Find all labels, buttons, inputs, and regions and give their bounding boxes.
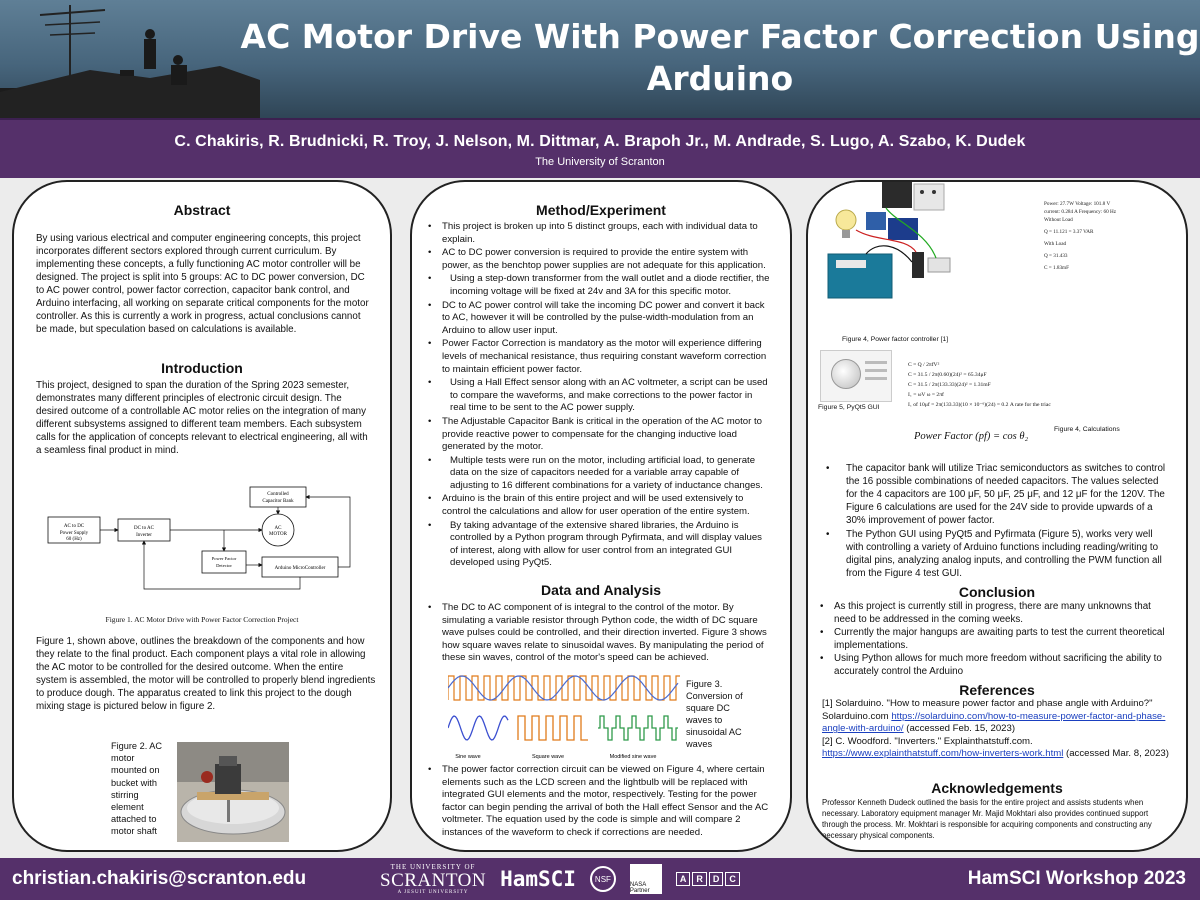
col3-results-list	[822, 462, 1170, 581]
reference-1: [1] Solarduino. "How to measure power factor and phase angle with Arduino?" Solarduino.com https://solarduino.com/how-to-measure-power-factor-and-phase-angle-with-arduino/ (accessed Feb. 15, 2023)	[822, 698, 1166, 735]
figure2-caption: Figure 2. AC motor mounted on bucket with stirring element attached to motor shaft	[111, 741, 163, 837]
figure5-caption: Figure 5, PyQt5 GUI	[818, 404, 880, 411]
nsf-logo: NSF	[590, 866, 616, 892]
authors-list: C. Chakiris, R. Brudnicki, R. Troy, J. Nelson, M. Dittmar, A. Brapoh Jr., M. Andrade, S. Lugo, A. Szabo, K. Dudek	[174, 133, 1026, 150]
svg-text:60 (Hz): 60 (Hz)	[66, 537, 82, 542]
reference-2-link[interactable]: https://www.explainthatstuff.com/how-inverters-work.html	[822, 748, 1064, 760]
figure4-caption: Figure 4, Power factor controller [1]	[842, 336, 949, 343]
workshop-name: HamSCI Workshop 2023	[967, 868, 1186, 889]
column-middle	[410, 180, 792, 852]
sine-wave-label: Sine wave	[455, 754, 481, 760]
modified-sine-wave-sample	[598, 716, 678, 740]
column-right	[806, 180, 1188, 852]
list-item: • Arduino is the brain of this entire project and will be used extensively to control the calculations and allow for user operation of the entire system.	[424, 493, 770, 518]
reference-2: [2] C. Woodford. "Inverters." Explainthatstuff.com. https://www.explainthatstuff.com/how-inverters-work.html (accessed Mar. 8, 2023)	[822, 735, 1169, 760]
list-item: • Using a Hall Effect sensor along with an AC voltmeter, a script can be used to compare the waveforms, and make corrections to the power factor in real time to be sent to the AC power supply.	[424, 377, 770, 415]
figure4-power-factor-circuit	[816, 182, 962, 302]
svg-text:Power Factor: Power Factor	[211, 556, 237, 561]
figure6-caption: Figure 4, Calculations	[1054, 426, 1120, 433]
list-item: • DC to AC power control will take the incoming DC power and convert it back to AC, however it will be controlled by the pulse-width-modulation from an Arduino to allow user input.	[424, 300, 770, 338]
introduction-text: This project, designed to span the duration of the Spring 2023 semester, demonstrates many different principles of electronic circuit design. The desired outcome of a controllable AC motor relies on the integration of many different subsystems assigned to different team members. Each subsystem calls for the application of concepts relevant to electrical engineering, all with a seamless final product in mind.	[36, 380, 368, 456]
references-list	[822, 698, 1170, 761]
list-item: • The power factor correction circuit can be viewed on Figure 4, where certain elements such as the LCD screen and the lightbulb will be replaced with integrated GUI elements and the motor, respectively. Testing for the power factor can begin pending the arrival of both the Hall effect Sensor and the AC voltmeter. The equation used by the code is simple and will compare 2 instances of the waveform to check if corrections are needed.	[424, 764, 772, 840]
power-factor-formula: Power Factor (pf) = cos θ₂	[914, 431, 1029, 442]
svg-text:Inverter: Inverter	[136, 533, 152, 538]
reference-1-link[interactable]: https://solarduino.com/how-to-measure-power-factor-and-phase-angle-with-arduino/	[822, 710, 1166, 735]
hamsci-logo: HamSCI	[500, 867, 576, 891]
block-ac-dc-label: AC to DC	[63, 524, 85, 529]
method-heading: Method/Experiment	[536, 202, 666, 218]
square-wave-sample	[518, 716, 588, 740]
list-item: • Multiple tests were run on the motor, including artificial load, to generate data on the size of capacitors needed for a variable array capable of adjusting to 16 different combinations for a variety of inductance changes.	[424, 455, 770, 493]
nasa-partner-logo: NASA Partner	[630, 864, 662, 894]
introduction-heading: Introduction	[161, 360, 243, 376]
svg-text:Detector: Detector	[216, 563, 232, 568]
ardc-logo: A R D C	[676, 872, 740, 886]
list-item: • AC to DC power conversion is required to provide the entire system with power, as the benchtop power supplies are not adequate for this application.	[424, 247, 770, 272]
university-name: The University of Scranton	[535, 156, 665, 168]
data-list-2	[424, 764, 772, 841]
poster-footer	[0, 858, 1200, 900]
sponsor-logos	[380, 862, 740, 896]
figure2-motor-bucket-photo	[177, 742, 289, 842]
figure3-caption: Figure 3. Conversion of square DC waves to sinusoidal AC waves	[686, 679, 743, 749]
data-heading: Data and Analysis	[540, 582, 662, 598]
abstract-text: By using various electrical and computer engineering concepts, this project incorporates different sectors explored through current curriculum. By implementing these concepts, a fully functioning AC motor controller will be designed. The project is split into 5 groups: AC to DC power conversion, DC to AC power control, power factor correction, capacitor bank control, and Arduino interfacing, all working on separate critical components for the motor controller. As this is currently a work in progress, actual conclusions cannot be made, but speculation based on calculations is available.	[36, 233, 369, 335]
list-item: • The Adjustable Capacitor Bank is critical in the operation of the AC motor to provide reactive power to compensate for the changing inductive load generated by the motor.	[424, 416, 770, 454]
list-item: • Power Factor Correction is mandatory as the motor will experience differing levels of mechanical resistance, thus requiring constant waveform correction to maintain efficient power factor.	[424, 338, 770, 376]
column-left	[12, 180, 392, 852]
abstract-heading: Abstract	[173, 202, 231, 218]
figure1-block-diagram	[40, 485, 380, 603]
list-item: • Currently the major hangups are awaiting parts to test the current theoretical implementations.	[816, 627, 1170, 652]
poster-title: AC Motor Drive With Power Factor Correction Using Arduino	[240, 17, 1200, 98]
figure5-gui-screenshot	[820, 350, 892, 402]
rooftop-silhouette-image	[0, 0, 260, 118]
contact-email[interactable]: christian.chakiris@scranton.edu	[12, 868, 307, 889]
svg-text:MOTOR: MOTOR	[269, 532, 287, 537]
list-item: • The capacitor bank will utilize Triac semiconductors as switches to control the 16 possible combinations of needed capacitors. The values selected for the 4 capacitors are 100 μF, 50 μF, 25 μF, and 12 μF for the 120V. The Figure 6 calculations are used for the 24V side to provide upwards of a 30% improvement of power factor.	[822, 462, 1170, 527]
list-item: • Using a step-down transformer from the wall outlet and a diode rectifier, the incoming voltage will be fixed at 24v and 3A for this specific motor.	[424, 273, 770, 298]
scranton-logo: THE UNIVERSITY OF SCRANTON A JESUIT UNIVERSITY	[380, 862, 487, 895]
svg-text:Capacitor Bank: Capacitor Bank	[262, 499, 294, 504]
figure1-caption: Figure 1. AC Motor Drive with Power Factor Correction Project	[105, 615, 299, 624]
conclusion-list	[816, 601, 1170, 680]
list-item: • The DC to AC component of is integral to the control of the motor. By simulating a variable resistor through Python code, the width of DC square wave pulses could be controlled, and their direction inverted. Figure 3 shows how square waves relate to sinusoidal waves. By manipulating the period of these sin waves, control of the motor's speed can be achieved.	[424, 602, 772, 665]
introduction-text-2: Figure 1, shown above, outlines the breakdown of the components and how they relate to the final product. Each component plays a vital role in allowing the AC motor to be controlled for the desired outcome. When the entire system is assembled, the motor will be controlled to properly blend ingredients to produce dough. The apparatus created to link this project to the dough mixing stage is pictured below in figure 2.	[36, 636, 376, 712]
calculations-panel-right: Power: 27.7W Voltage: 101.8 V current: 0.284 A Frequency: 60 Hz Without Load Q = 11.121 = 3.37 VAR With Load Q = 31.433 C = 1.83mF	[1044, 201, 1117, 271]
acknowledgements-text: Professor Kenneth Dudeck outlined the basis for the entire project and assists students when necessary. Laboratory equipment manager Mr. Majid Mokhtari also provides continued support through the process. Mr. Mokhtari is responsible for acquiring components and constructing any necessary physical components.	[822, 798, 1152, 840]
svg-text:DC to AC: DC to AC	[133, 526, 155, 531]
svg-text:Power Supply: Power Supply	[59, 531, 89, 536]
acknowledgements-heading: Acknowledgements	[931, 780, 1063, 796]
list-item: • As this project is currently still in progress, there are many unknowns that need to be addressed in the coming weeks.	[816, 601, 1170, 626]
author-bar	[0, 118, 1200, 178]
svg-text:AC: AC	[274, 526, 282, 531]
conclusion-heading: Conclusion	[958, 584, 1036, 600]
svg-text:Controlled: Controlled	[267, 492, 289, 497]
square-wave-label: Square wave	[531, 754, 565, 760]
method-list	[424, 221, 770, 570]
calculations-center: C = Q / 2πfV² C = 31.5 / 2π(0.60)(24)² = 65.34μF C = 31.5 / 2π(133.33)(24)² = 1.31mF I꜀ = ωV ω = 2πf I꜀ of 10μf = 2π(133.33)(10 × 10⁻⁶)(24) = 0.2 A rate for the triac	[908, 362, 1051, 408]
list-item: • Using Python allows for much more freedom without sacrificing the ability to accurately control the Arduino	[816, 653, 1170, 678]
sine-wave-sample	[448, 716, 508, 740]
poster-header	[0, 0, 1200, 118]
references-heading: References	[959, 682, 1035, 698]
list-item: • By taking advantage of the extensive shared libraries, the Arduino is controlled by a Python program through Pyfirmata, and will display values of interest, along with allow for user control from an integrated GUI developed using PyQt5.	[424, 520, 770, 570]
list-item: • This project is broken up into 5 distinct groups, each with individual data to explain.	[424, 221, 770, 246]
figure3-waveforms	[448, 670, 680, 762]
list-item: • The Python GUI using PyQt5 and Pyfirmata (Figure 5), works very well with controlling a variety of Arduino functions including reading/writing to digital pins, analyzing analog inputs, and controlling the PWM function all from the Figure 4 test GUI.	[822, 528, 1170, 580]
data-list-1	[424, 602, 772, 666]
modified-sine-wave-label: Modified sine wave	[609, 754, 657, 760]
svg-text:Arduino MicroController: Arduino MicroController	[274, 566, 326, 571]
